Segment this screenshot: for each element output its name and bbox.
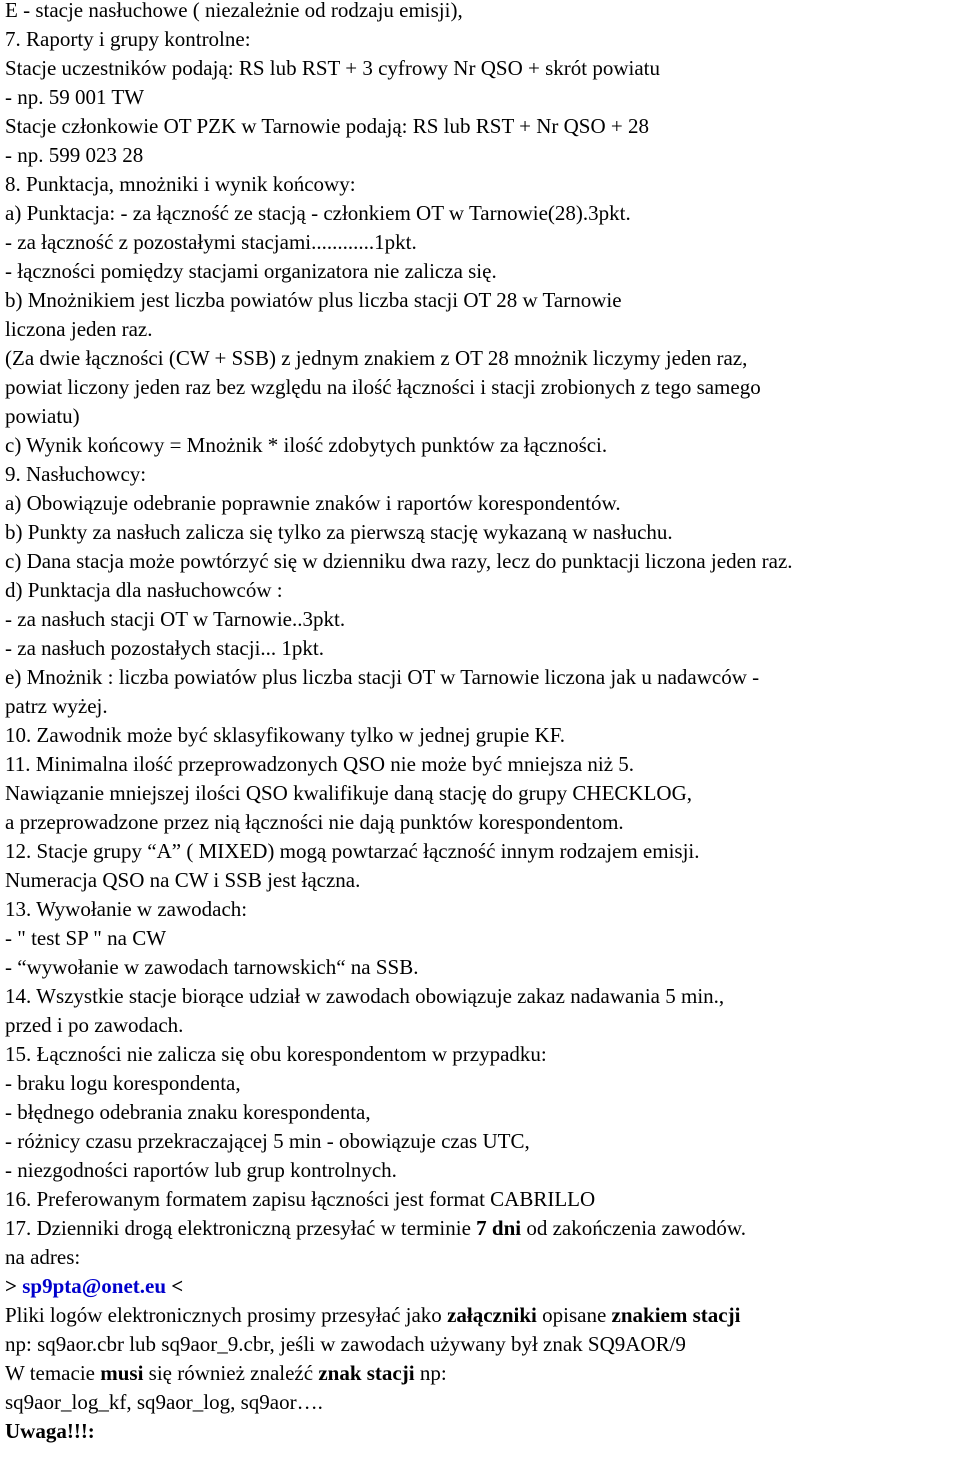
deadline-text-c: od zakończenia zawodów.: [521, 1216, 746, 1240]
text-line: 7. Raporty i grupy kontrolne:: [5, 27, 251, 51]
email-open-bracket: >: [5, 1274, 23, 1298]
text-line: 11. Minimalna ilość przeprowadzonych QSO nie może być mniejsza niż 5.: [5, 752, 635, 776]
text-line: b) Mnożnikiem jest liczba powiatów plus liczba stacji OT 28 w Tarnowie: [5, 288, 622, 312]
example-filename-line: np: sq9aor.cbr lub sq9aor_9.cbr, jeśli w zawodach używany był znak SQ9AOR/9: [5, 1332, 686, 1356]
text-line: - " test SP " na CW: [5, 926, 167, 950]
station-sign-bold: znakiem stacji: [611, 1303, 741, 1327]
text-line: - “wywołanie w zawodach tarnowskich“ na SSB.: [5, 955, 419, 979]
text-line: 12. Stacje grupy “A” ( MIXED) mogą powtarzać łączność innym rodzajem emisji.: [5, 839, 700, 863]
text-line: e) Mnożnik : liczba powiatów plus liczba stacji OT w Tarnowie liczona jak u nadawców -: [5, 665, 760, 689]
text-line: a przeprowadzone przez nią łączności nie dają punktów korespondentom.: [5, 810, 624, 834]
text-line: c) Wynik końcowy = Mnożnik * ilość zdobytych punktów za łączności.: [5, 433, 608, 457]
attachments-text-a: Pliki logów elektronicznych prosimy przesyłać jako: [5, 1303, 448, 1327]
text-line: powiat liczony jeden raz bez względu na ilość łączności i stacji zrobionych z tego samego: [5, 375, 761, 399]
text-line: patrz wyżej.: [5, 694, 108, 718]
text-line: Stacje uczestników podają: RS lub RST + 3 cyfrowy Nr QSO + skrót powiatu: [5, 56, 660, 80]
email-link[interactable]: sp9pta@onet.eu: [22, 1274, 167, 1298]
text-line: - np. 59 001 TW: [5, 85, 145, 109]
text-line: - niezgodności raportów lub grup kontrolnych.: [5, 1158, 397, 1182]
text-line: Stacje członkowie OT PZK w Tarnowie podają: RS lub RST + Nr QSO + 28: [5, 114, 649, 138]
text-line: - za łączność z pozostałymi stacjami............1pkt.: [5, 230, 417, 254]
text-line: b) Punkty za nasłuch zalicza się tylko za pierwszą stację wykazaną w nasłuchu.: [5, 520, 673, 544]
email-line: [5, 1272, 183, 1301]
warning-heading: Uwaga!!!:: [5, 1419, 95, 1443]
text-line: - różnicy czasu przekraczającej 5 min - obowiązuje czas UTC,: [5, 1129, 530, 1153]
text-line: Numeracja QSO na CW i SSB jest łączna.: [5, 868, 361, 892]
text-line: E - stacje nasłuchowe ( niezależnie od rodzaju emisji),: [5, 0, 463, 22]
email-close-bracket: <: [166, 1274, 184, 1298]
text-line: - np. 599 023 28: [5, 143, 144, 167]
attachments-line: [5, 1301, 740, 1330]
attachments-text-c: opisane: [536, 1303, 612, 1327]
text-line: a) Obowiązuje odebranie poprawnie znaków i raportów korespondentów.: [5, 491, 621, 515]
subject-line: [5, 1359, 447, 1388]
text-line: (Za dwie łączności (CW + SSB) z jednym znakiem z OT 28 mnożnik liczymy jeden raz,: [5, 346, 748, 370]
text-line: 16. Preferowanym formatem zapisu łączności jest format CABRILLO: [5, 1187, 596, 1211]
deadline-line: [5, 1214, 746, 1243]
attachments-bold: załączniki: [447, 1303, 537, 1327]
text-line: 14. Wszystkie stacje biorące udział w zawodach obowiązuje zakaz nadawania 5 min.,: [5, 984, 725, 1008]
text-line: 9. Nasłuchowcy:: [5, 462, 147, 486]
text-line: a) Punktacja: - za łączność ze stacją - członkiem OT w Tarnowie(28).3pkt.: [5, 201, 631, 225]
text-line: 8. Punktacja, mnożniki i wynik końcowy:: [5, 172, 356, 196]
text-line: d) Punktacja dla nasłuchowców :: [5, 578, 283, 602]
deadline-text-a: 17. Dzienniki drogą elektroniczną przesyłać w terminie: [5, 1216, 477, 1240]
address-label: na adres:: [5, 1245, 81, 1269]
subject-text-c: się również znaleźć: [143, 1361, 319, 1385]
subject-must-bold: musi: [100, 1361, 144, 1385]
text-line: przed i po zawodach.: [5, 1013, 184, 1037]
subject-examples-line: sq9aor_log_kf, sq9aor_log, sq9aor….: [5, 1390, 323, 1414]
text-line: 13. Wywołanie w zawodach:: [5, 897, 248, 921]
text-line: powiatu): [5, 404, 80, 428]
text-line: 15. Łączności nie zalicza się obu korespondentom w przypadku:: [5, 1042, 547, 1066]
text-line: liczona jeden raz.: [5, 317, 153, 341]
text-line: - za nasłuch stacji OT w Tarnowie..3pkt.: [5, 607, 346, 631]
text-line: Nawiązanie mniejszej ilości QSO kwalifikuje daną stację do grupy CHECKLOG,: [5, 781, 692, 805]
text-line: c) Dana stacja może powtórzyć się w dzienniku dwa razy, lecz do punktacji liczona jeden raz.: [5, 549, 793, 573]
text-line: - błędnego odebrania znaku korespondenta,: [5, 1100, 371, 1124]
subject-station-bold: znak stacji: [318, 1361, 415, 1385]
text-line: - za nasłuch pozostałych stacji... 1pkt.: [5, 636, 324, 660]
deadline-days: 7 dni: [476, 1216, 522, 1240]
text-line: 10. Zawodnik może być sklasyfikowany tylko w jednej grupie KF.: [5, 723, 565, 747]
text-line: - łączności pomiędzy stacjami organizatora nie zalicza się.: [5, 259, 497, 283]
text-line: - braku logu korespondenta,: [5, 1071, 241, 1095]
subject-text-a: W temacie: [5, 1361, 101, 1385]
subject-text-e: np:: [414, 1361, 447, 1385]
